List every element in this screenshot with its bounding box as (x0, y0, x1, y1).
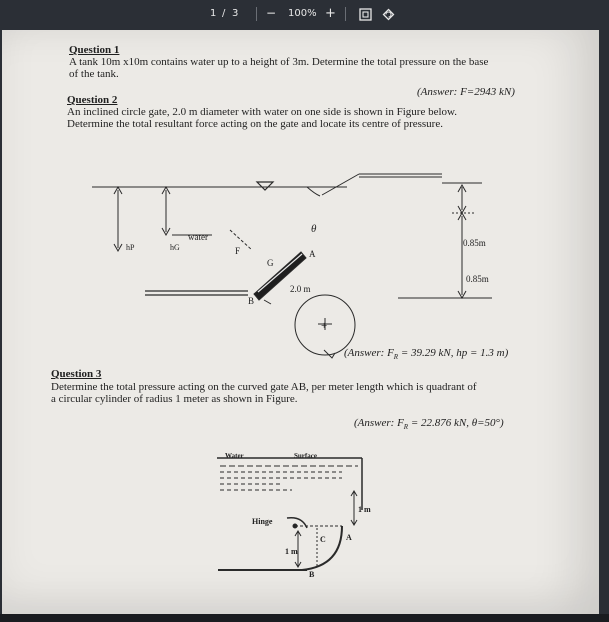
g-label: G (267, 258, 274, 268)
fit-page-icon[interactable] (359, 8, 372, 24)
q1-heading: Question 1 (69, 44, 120, 56)
q3-text-line1: Determine the total pressure acting on the curved gate AB, per meter length which is quadrant of (51, 381, 477, 393)
diameter-label: 2.0 m (290, 284, 311, 294)
page-separator: / (222, 8, 226, 19)
q3-surface-label: Surface (294, 452, 317, 460)
curved-gate (302, 526, 342, 570)
water-label: water (188, 232, 208, 242)
q1-answer: (Answer: F=2943 kN) (417, 86, 515, 98)
q3-1m-bottom-label: 1 m (285, 547, 298, 556)
q3-1m-right-label: 1 m (358, 505, 371, 514)
q2-answer: (Answer: $F_R = 39.29$ kN, hp = 1.3 m) (344, 347, 509, 362)
toolbar-divider (256, 7, 257, 21)
pdf-page (2, 30, 599, 614)
q2-text-line2: Determine the total resultant force acting on the gate and locate its centre of pressure. (67, 118, 443, 130)
pdf-toolbar (0, 0, 609, 30)
q3-answer: (Answer: $F_R = 22.876$ kN, θ=50°) (354, 417, 504, 432)
zoom-level[interactable]: 100% (288, 8, 317, 19)
total-pages: 3 (232, 8, 239, 19)
circle-center-plus: + (321, 320, 328, 332)
f-label: F (235, 246, 241, 256)
q2-heading: Question 2 (67, 94, 118, 106)
dim-top-label: 0.85m (463, 238, 486, 248)
theta-label: θ (311, 223, 317, 235)
q3-water-label: Water (225, 452, 244, 460)
q2-figure (2, 170, 599, 350)
toolbar-divider (345, 7, 346, 21)
theta-arc (307, 187, 320, 196)
force-line (230, 230, 252, 250)
q3-text-line2: a circular cylinder of radius 1 meter as shown in Figure. (51, 393, 298, 405)
hp-label: hP (126, 243, 135, 252)
q3-heading: Question 3 (51, 368, 102, 380)
current-page[interactable]: 1 (210, 8, 217, 19)
q3-b-label: B (309, 570, 315, 579)
zoom-in-button[interactable]: + (325, 6, 336, 21)
surface-marker (257, 182, 273, 190)
q3-figure (2, 448, 599, 579)
q1-text-line2: of the tank. (69, 68, 119, 80)
dim-bottom-label: 0.85m (466, 274, 489, 284)
q3-c-label: C (320, 535, 326, 544)
b-label: B (248, 296, 255, 306)
q1-text-line1: A tank 10m x10m contains water up to a height of 3m. Determine the total pressure on the base (69, 56, 489, 68)
q3-hinge-label: Hinge (252, 517, 273, 526)
hg-label: hG (170, 243, 180, 252)
a-label: A (309, 249, 316, 259)
incline-upper (322, 174, 359, 195)
bottom-edge (0, 614, 609, 622)
zoom-out-button[interactable]: − (266, 6, 277, 20)
q3-a-label: A (346, 533, 352, 542)
q2-text-line1: An inclined circle gate, 2.0 m diameter with water on one side is shown in Figure below. (67, 106, 457, 118)
rotate-icon[interactable] (382, 8, 395, 24)
